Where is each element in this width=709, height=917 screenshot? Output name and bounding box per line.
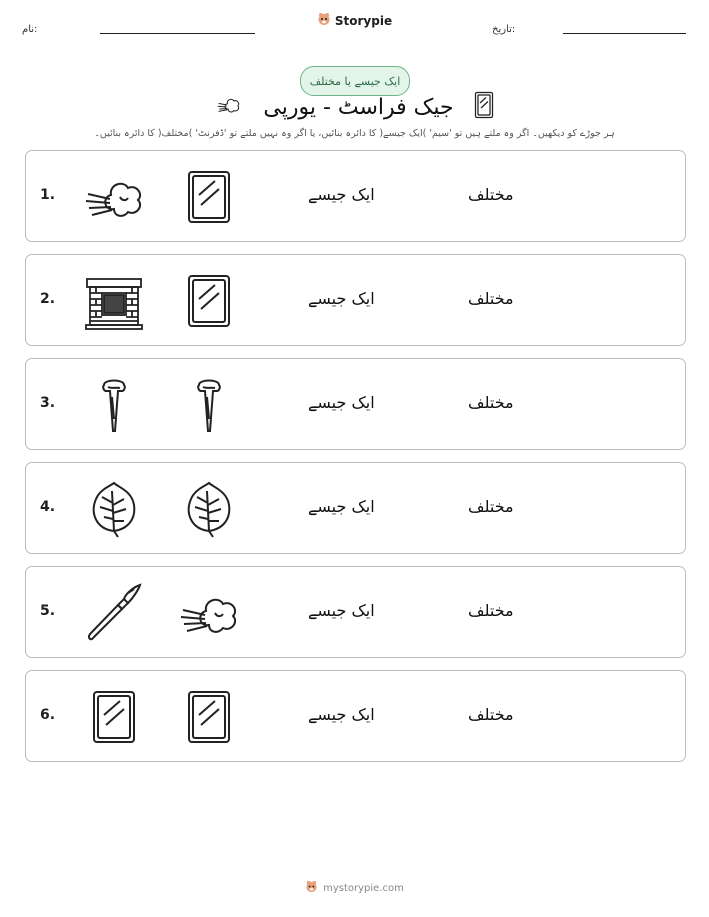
storypie-footer-logo-icon	[305, 880, 318, 896]
wind-icon	[84, 167, 144, 227]
leaf-icon	[179, 479, 239, 539]
date-label: تاریخ:	[492, 24, 516, 35]
paintbrush-icon	[84, 583, 144, 643]
different-option[interactable]: مختلف	[468, 601, 514, 620]
question-number: 2.	[40, 291, 56, 307]
leaf-icon	[84, 479, 144, 539]
icicle-icon	[84, 375, 144, 435]
same-option[interactable]: ایک جیسے	[308, 185, 375, 204]
different-option[interactable]: مختلف	[468, 185, 514, 204]
title-row	[0, 90, 709, 124]
brand	[0, 12, 709, 29]
question-number: 6.	[40, 707, 56, 723]
question-number: 4.	[40, 499, 56, 515]
topic-pill: ایک جیسے یا مختلف	[300, 66, 410, 96]
mirror-icon	[179, 167, 239, 227]
question-row	[25, 462, 686, 554]
title-mirror-icon	[474, 91, 494, 123]
same-option[interactable]: ایک جیسے	[308, 289, 375, 308]
question-row	[25, 358, 686, 450]
question-row	[25, 566, 686, 658]
date-line[interactable]	[563, 33, 686, 34]
mirror-icon	[84, 687, 144, 747]
storypie-logo-icon	[317, 12, 331, 29]
brand-name: Storypie	[334, 13, 393, 28]
footer	[0, 880, 709, 896]
different-option[interactable]: مختلف	[468, 289, 514, 308]
same-option[interactable]: ایک جیسے	[308, 497, 375, 516]
page-title: جیک فراسٹ - یورپی	[263, 94, 454, 120]
footer-url: mystorypie.com	[323, 882, 404, 894]
question-number: 3.	[40, 395, 56, 411]
question-row	[25, 150, 686, 242]
question-number: 5.	[40, 603, 56, 619]
fireplace-icon	[84, 271, 144, 331]
mirror-icon	[179, 687, 239, 747]
different-option[interactable]: مختلف	[468, 497, 514, 516]
name-label: نام:	[22, 24, 38, 35]
different-option[interactable]: مختلف	[468, 393, 514, 412]
same-option[interactable]: ایک جیسے	[308, 601, 375, 620]
same-option[interactable]: ایک جیسے	[308, 705, 375, 724]
same-option[interactable]: ایک جیسے	[308, 393, 375, 412]
question-row	[25, 254, 686, 346]
title-wind-icon	[215, 93, 243, 121]
different-option[interactable]: مختلف	[468, 705, 514, 724]
icicle-icon	[179, 375, 239, 435]
wind-icon	[179, 583, 239, 643]
question-number: 1.	[40, 187, 56, 203]
name-line[interactable]	[100, 33, 255, 34]
instructions: ہر جوڑے کو دیکھیں۔ اگر وہ ملتے ہیں تو 'سیم' )ایک جیسے( کا دائرہ بنائیں، یا اگر وہ نہیں ملتے تو 'ڈفرنٹ' )مختلف( کا دائرہ بنائیں۔	[94, 128, 615, 139]
mirror-icon	[179, 271, 239, 331]
question-row	[25, 670, 686, 762]
